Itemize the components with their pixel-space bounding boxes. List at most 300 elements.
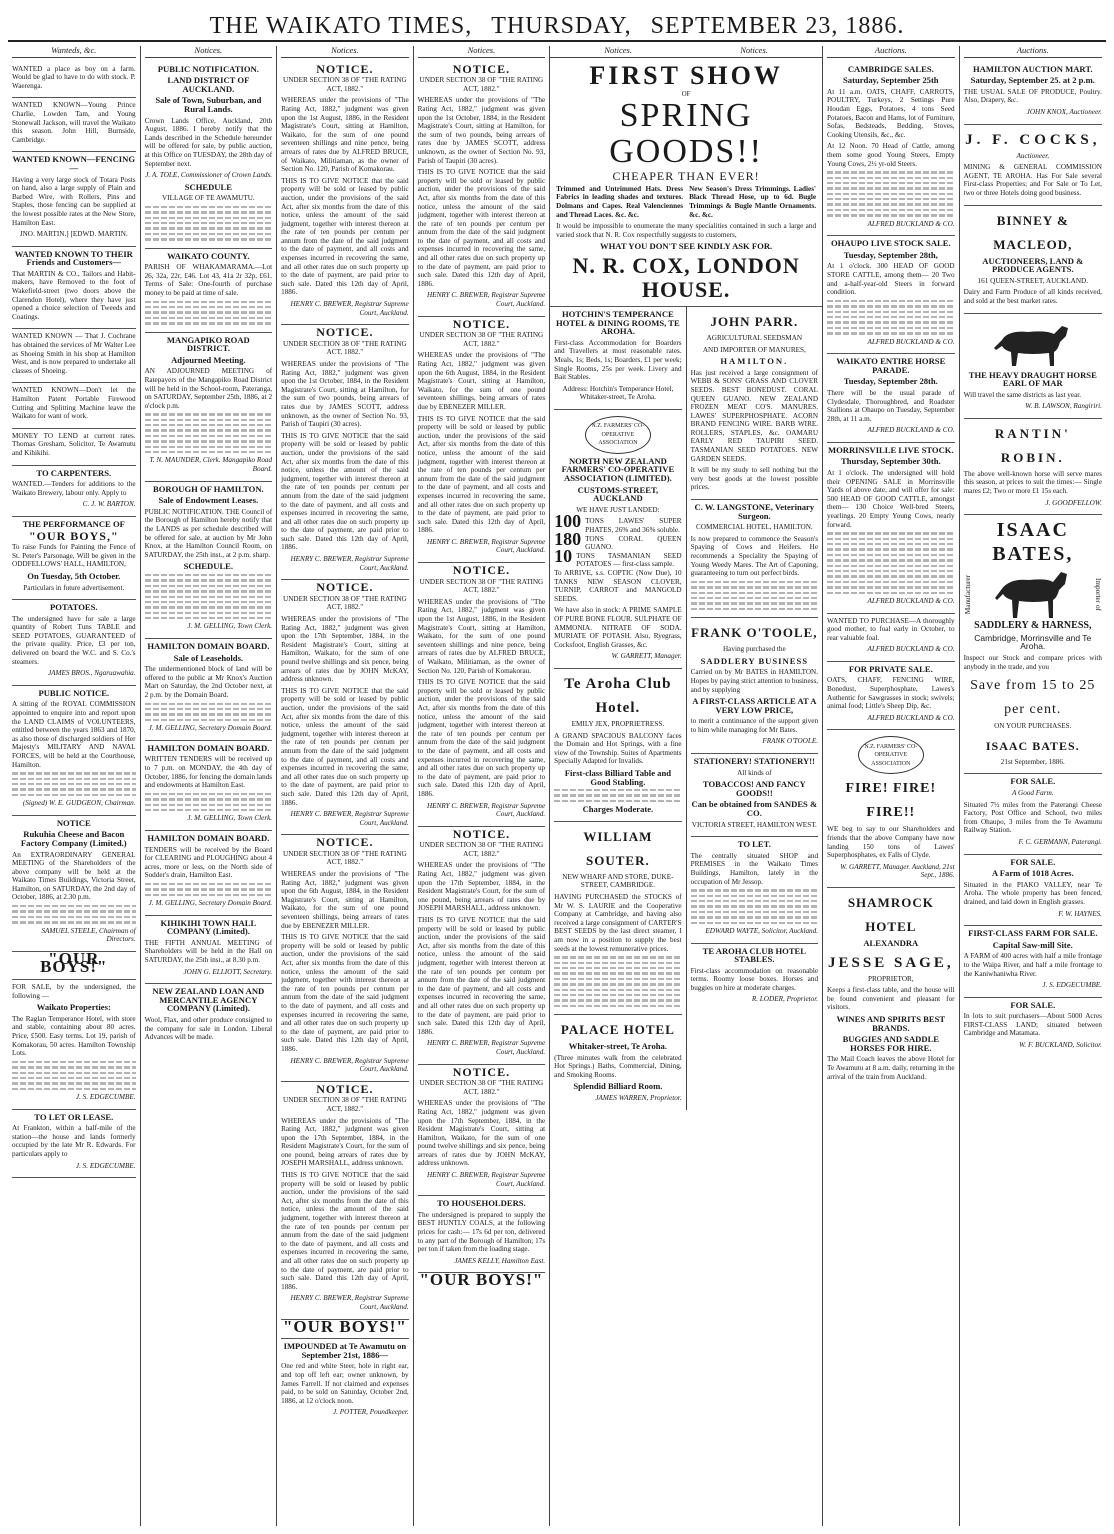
ad-block: [12, 816, 136, 952]
ad-title: "OUR BOYS,": [28, 528, 119, 543]
ad-signature: ALFRED BUCKLAND & CO.: [867, 596, 955, 605]
ad-text: The centrally situated SHOP and PREMISES in the Waikato Times Buildings, Hamilton, lately in the occupation of Mr Jessop.: [690, 851, 819, 886]
notice-signature: HENRY C. BREWER, Registrar Supreme Court, Auckland.: [290, 1056, 409, 1074]
stock-line: 100 TONS LAWES' SUPER PHATES, 26% and 36% soluble.: [554, 511, 682, 535]
rating-notice: [281, 62, 409, 326]
ad-signature: (Signed) W. E. GUDGEON, Chairman.: [22, 799, 136, 808]
ad-heading: TO LET OR LEASE.: [34, 1111, 114, 1122]
text-filler: [554, 789, 681, 802]
text-filler: [12, 772, 136, 796]
cox-banner-ad: [550, 62, 822, 307]
ad-signature: ALFRED BUCKLAND & CO.: [867, 426, 955, 435]
notice-text: THIS IS TO GIVE NOTICE that the said property will be sold or leased by public auction, under the provisions of the said Act, after six months from the date of this notice, unless the amount of the said judgment, together with interest thereon at the rate of ten pounds per centum per annum from the date of the said judgment to the date of payment, and all costs and expenses incurred in recovering the same, and all other rates due on such property up to the date of payment, are paid prior to such sale. Dated this 12th day of April, 1886.: [417, 414, 546, 535]
ad-block: [964, 314, 1102, 419]
ad-signature: T. N. MAUNDER, Clerk. Mangapiko Road Board.: [149, 456, 273, 474]
ad-signature: ISAAC BATES.: [985, 738, 1080, 753]
text-filler: [145, 703, 273, 722]
ad-text: We have also in stock: A PRIME SAMPLE OF PURE BONE FLOUR. SULPHATE OF AMMONIA. NITRATE OF SODA. MURIATE OF POTASH. Also, Ryegrass, Cocksfoot, English Grasses, &c.: [554, 606, 682, 649]
ad-title: Adjourned Meeting.: [171, 354, 246, 365]
ad-title: J. F. COCKS,: [965, 131, 1101, 148]
ad-text: Inspect our Stock and compare prices with anybody in the trade, and you: [963, 654, 1102, 671]
masthead: [8, 6, 1106, 42]
ad-block: [554, 822, 681, 1015]
ad-signature: W. GARRETT, Manager.: [611, 652, 682, 661]
ad-heading: HAMILTON DOMAIN BOARD.: [147, 832, 270, 843]
ad-signature: J. POTTER, Poundkeeper.: [332, 1408, 409, 1417]
ad-subheading: HAMILTON.: [720, 356, 789, 367]
ad-subheading: BUGGIES AND SADDLE HORSES FOR HIRE.: [842, 1034, 940, 1053]
ad-subheading: ON YOUR PURCHASES.: [994, 722, 1072, 731]
ad-block: [12, 329, 136, 383]
ad-heading: C. W. LANGSTONE, Veterinary Surgeon.: [694, 502, 815, 521]
ad-text: The Raglan Temperance Hotel, with store and stable, containing about 80 acres. Price, £500. Easy terms. Lot 19, parish of Komakorau, 50 acres. Hamilton Township Lots.: [12, 1014, 136, 1058]
ad-heading: TO CARPENTERS.: [36, 467, 112, 478]
ad-text: A FARM of 400 acres with half a mile frontage to the Waipa River, and half a mile frontage to the Kaniwhaniwha River.: [963, 952, 1102, 978]
ad-text: One red and white Steer, hole in right ear, and top off left ear; owner unknown, by James Farrell. If not claimed and expenses paid, to be sold on Saturday, October 2nd, 1886, at 12 o'clock noon.: [281, 1362, 409, 1405]
ad-title: JOHN PARR.: [710, 313, 799, 329]
ad-text: There will be the usual parade of Clydesdale, Thoroughbred, and Roadster Stallions at Ohaupo on Tuesday, September 28th, at 11 a.m.: [827, 388, 955, 423]
ad-block: [281, 1339, 409, 1424]
ad-signature: JOHN G. ELLIOTT, Secretary.: [183, 967, 273, 976]
notice-section: UNDER SECTION 38 OF "THE RATING ACT, 1882.": [283, 76, 407, 93]
notice-text: THIS IS TO GIVE NOTICE that the said property will be sold or leased by public auction, under the provisions of the said Act, after six months from the date of this notice, unless the amount of the said judgment, together with interest thereon at the rate of ten pounds per centum per annum from the date of the said judgment to the date of payment, and all costs and expenses incurred in recovering the same, and all other rates due on such property up to the date of payment, are paid prior to such sale. Dated this 12th day of April, 1886.: [417, 678, 546, 798]
ad-text: 161 QUEEN-STREET, AUCKLAND.: [977, 276, 1089, 285]
ad-block: [691, 618, 818, 754]
ad-date: On Tuesday, 5th October.: [27, 570, 121, 581]
ad-subheading: TOBACCOS! AND FANCY GOODS!!: [702, 779, 806, 798]
ad-heading: PUBLIC NOTIFICATION.: [157, 63, 259, 74]
ad-text: Having purchased the: [722, 645, 786, 654]
rating-notice: [281, 325, 409, 580]
ad-block: [145, 482, 273, 639]
column-auctions-1: [823, 46, 960, 1526]
ad-signature: J. S. EDGECUMBE.: [75, 1093, 136, 1102]
notice-text: WHEREAS under the provisions of "The Rating Act, 1882," judgment was given upon the 17th September, 1884, in the Resident Magistrate's Court, for the sum of one pound, being arrears of rates due by JOSEPH MARSHALL, address unknown.: [417, 861, 546, 913]
paper-date: SEPTEMBER 23, 1886.: [650, 13, 905, 39]
text-filler: [827, 300, 955, 335]
newspaper-title: [204, 13, 911, 40]
text-filler: [145, 413, 273, 453]
ad-heading: PUBLIC NOTICE.: [38, 687, 110, 698]
notice-heading: NOTICE.: [316, 325, 374, 340]
ad-signature: ALFRED BUCKLAND & CO.: [867, 219, 955, 228]
ad-title: Te Aroha Club Hotel.: [564, 675, 672, 716]
ad-text: MONEY TO LEND at current rates. Thomas Gresham, Solicitor, Te Awamutu and Kihikihi.: [12, 431, 136, 457]
ad-subheading: AND IMPORTER OF MANURES,: [702, 345, 806, 354]
ad-block: [145, 984, 273, 1049]
ad-signature: JAMES KELLY, Hamilton East.: [454, 1256, 546, 1265]
ad-block: [418, 1270, 546, 1292]
banner-of: OF: [681, 89, 691, 98]
ad-heading: POTATOES.: [50, 602, 98, 613]
notice-section: UNDER SECTION 38 OF "THE RATING ACT, 1882.": [419, 76, 544, 93]
ad-subheading: AGRICULTURAL SEEDSMAN: [706, 333, 803, 342]
ad-heading: WANTED KNOWN TO THEIR Friends and Customers—: [14, 248, 133, 268]
ad-subheading: SADDLERY & HARNESS,: [974, 620, 1092, 632]
ad-signature: FRANK O'TOOLE.: [762, 737, 819, 746]
ad-block: [12, 429, 136, 466]
ad-block: [691, 837, 818, 943]
ad-title: "OUR BOYS!": [40, 948, 108, 977]
column-notices-3: [414, 46, 551, 1526]
ad-block: [554, 410, 681, 669]
ad-title: Sale of Town, Suburban, and Rural Lands.: [155, 95, 262, 114]
ad-heading: OHAUPO LIVE STOCK SALE.: [830, 238, 951, 249]
ad-block: [827, 236, 955, 354]
column-grid: [8, 46, 1106, 1526]
ad-text: A GRAND SPACIOUS BALCONY faces the Domain and Hot Springs, with a fine view of the Township. Suites of Apartments Specially Adapted for Invalids.: [554, 731, 682, 766]
banner-ask: WHAT YOU DON'T SEE KINDLY ASK FOR.: [600, 241, 773, 252]
ad-date: 21st September, 1886.: [1000, 757, 1065, 766]
ad-text: The undersigned have for sale a large quantity of Robert Tuns TABLE and SEED POTATOES, GUARANTEED of the private quality. Price, £3 per ton, delivered on board the W.C. and S. Co.'s steamers.: [12, 614, 136, 666]
ad-block: [12, 980, 136, 1110]
column-header: Notices.: [418, 46, 546, 58]
ad-text: A sitting of the ROYAL COMMISSION appointed to enquire into and report upon the LAND CLAIMS of VOLUNTEERS, entitled between the years 1863 and 1870, as also those of discharged soldiers of Her Majesty's MILITARY AND NAVAL FORCES, will be held at the Courthouse, Hamilton.: [12, 700, 136, 769]
ad-block: [827, 62, 955, 237]
notice-heading: NOTICE.: [452, 316, 511, 331]
ad-heading: FIRST-CLASS FARM FOR SALE.: [968, 928, 1098, 939]
notice-text: WHEREAS under the provisions of "The Rating Act, 1882," judgment was given upon the 1st October, 1884, in the Resident Magistrate's Court, sitting at Hamilton, for the sum of two pounds, being arrears of rates due by JAMES SCOTT, address unknown, as the owner of Section No. 93, Parish of Taupiri (30 acres).: [417, 96, 546, 165]
ad-block: [964, 206, 1102, 314]
ad-block: [12, 1110, 136, 1179]
ad-heading: HOTCHIN'S TEMPERANCE HOTEL & DINING ROOMS, TE AROHA.: [556, 308, 680, 337]
ad-subheading: Capital Saw-mill Site.: [992, 939, 1073, 950]
ad-subheading: Charges Moderate.: [582, 804, 654, 815]
column-header: Wanteds, &c.: [12, 46, 136, 58]
ad-text: Keeps a first-class table, and the house will be found convenient and pleasant for visitors.: [827, 986, 955, 1012]
ad-text: WANTED KNOWN—Don't let the Hamilton Patent Portable Firewood Cutting and Splitting Machine leave the Waikato for want of work.: [12, 386, 136, 421]
ad-block: [12, 62, 136, 99]
text-filler: [554, 956, 681, 1007]
ad-text: The Mail Coach leaves the above Hotel for Te Awamutu at 8 a.m. daily, returning in the arrival of the train from Auckland.: [827, 1055, 955, 1081]
ad-block: [12, 383, 136, 428]
ad-text: AN ADJOURNED MEETING of Ratepayers of the Mangapiko Road District will be held in the School-room, Pateranga, on SATURDAY, September 25th, 1886, at 2 o'clock p.m.: [144, 367, 273, 410]
ad-text: HAVING PURCHASED the STOCKS of Mr W. S. LAURIE and the Cooperative Company at Cambridge, and having also received a large consignment of CARTER'S BEST SEEDS by the last direct steamer, I am now in a position to supply the best seeds at the lowest remunerative prices.: [554, 893, 682, 953]
ad-signature: J. GOODFELLOW.: [1045, 498, 1102, 507]
notice-signature: HENRY C. BREWER, Registrar Supreme Court, Auckland.: [426, 1171, 546, 1188]
ad-heading: MANGAPIKO ROAD DISTRICT.: [166, 334, 250, 354]
ad-block: [12, 466, 136, 517]
ad-signature: C. J. W. BARTON.: [82, 500, 136, 509]
rating-notice: [281, 835, 409, 1081]
notice-section: UNDER SECTION 38 OF "THE RATING ACT, 1882.": [283, 1096, 407, 1113]
ad-title: JESSE SAGE,: [828, 954, 954, 971]
rating-notice: [418, 1065, 546, 1197]
column-header-right: Notices.: [740, 46, 768, 55]
ad-title: SHAMROCK HOTEL: [847, 895, 934, 934]
ad-subheading: Can be obtained from SANDES & CO.: [691, 799, 818, 819]
banner-shop-name: N. R. COX, LONDON HOUSE.: [572, 252, 800, 302]
ad-subheading: AUCTIONEERS, LAND & PRODUCE AGENTS.: [982, 255, 1084, 275]
notice-text: WHEREAS under the provisions of "The Rating Act, 1882," judgment was given upon the 17th September, 1884, in the Resident Magistrate's Court, sitting at Hamilton, Waikato, for the sum of one pound twelve shillings and six pence, being arrears of rates due by JOHN McKAY, address unknown.: [281, 615, 409, 684]
draught-horse-icon: [988, 320, 1078, 368]
notice-text: WHEREAS under the provisions of "The Rating Act, 1882," judgment was given upon the 1st August, 1886, in the Resident Magistrate's Court, sitting at Hamilton, Waikato, for the sum of one pound seventeen shillings and nine pence, being arrears of rates due by ALFRED BRUCE, of Waikato, Militiaman, as the owner of Section No. 120, Parish of Komakorau.: [281, 96, 409, 174]
ad-text: At 12 Noon. 70 Head of Cattle, among them some good Young Steers, Empty Young Cows, 2½ yr-old Steers.: [827, 142, 955, 168]
ad-date: Saturday, September 25. at 2 p.m.: [970, 75, 1095, 86]
notice-heading: NOTICE.: [316, 580, 374, 595]
ad-block: [145, 62, 273, 249]
ad-text: WANTED KNOWN — That J. Cochrane has obtained the services of Mr Walter Lee as Shoeing Smith in his shop at Hamilton West, and is now prepared to undertake all classes of Shoeing.: [12, 332, 136, 375]
ad-block: [554, 669, 681, 822]
ad-text: The undermentioned block of land will be offered to the public at Mr Knox's Auction Mart on Saturday, the 2nd October next, at 2 p.m. by the Domain Board.: [144, 665, 273, 700]
ad-text: to merit a continuance of the support given to him while managing for Mr Bates.: [690, 717, 819, 734]
ad-title: ISAAC BATES,: [992, 519, 1074, 566]
notice-section: UNDER SECTION 38 OF "THE RATING ACT, 1882.": [283, 594, 407, 612]
ad-title: Sale of Endowment Leases.: [158, 495, 259, 506]
ad-title: Save from 15 to 25 per cent.: [970, 678, 1096, 718]
ad-title: "OUR BOYS!": [282, 1316, 407, 1336]
ad-heading: TE AROHA CLUB HOTEL STABLES.: [702, 945, 807, 965]
text-filler: [145, 301, 273, 325]
schedule-heading: SCHEDULE.: [183, 561, 234, 572]
ad-text: Will travel the same districts as last year.: [963, 390, 1082, 399]
ad-title: FRANK O'TOOLE,: [691, 625, 818, 641]
ad-heading: BOROUGH OF HAMILTON.: [152, 483, 264, 494]
ad-heading: TO LET.: [737, 839, 771, 850]
text-filler: [145, 793, 273, 812]
banner-item-lists: [556, 185, 816, 219]
column-header-left: Notices.: [604, 46, 632, 55]
column-auctions-2: [960, 46, 1106, 1526]
ad-heading: HAMILTON DOMAIN BOARD.: [147, 641, 270, 652]
ad-text: Having a very large stock of Totara Posts on hand, also a large supply of Plain and Barbed Wire, with Rollers, Pins and Staples, those fencing can be supplied at the lowest possible rates at the New Store, Hamilton East.: [12, 175, 136, 227]
text-filler: [827, 532, 955, 594]
ad-block: [691, 307, 818, 500]
ad-subheading: Auctioneer,: [1016, 151, 1050, 160]
ad-text: WANTED.—Tenders for additions to the Waikato Brewery, labour only. Apply to: [12, 480, 136, 497]
text-filler: [691, 581, 818, 610]
ad-block: [12, 600, 136, 686]
ad-block: [691, 944, 818, 1012]
ad-subheading: Rukuhia Cheese and Bacon Factory Company (Limited.): [20, 829, 127, 848]
rating-notice: [418, 317, 546, 563]
column-header: Notices.: [281, 46, 409, 58]
ad-subheading: SADDLERY BUSINESS: [700, 655, 809, 666]
column-wanteds: [8, 46, 141, 1526]
column-header: [550, 46, 822, 58]
ad-signature: JOHN KNOX, Auctioneer.: [1026, 107, 1102, 116]
notice-section: UNDER SECTION 38 OF "THE RATING ACT, 1882.": [419, 841, 544, 858]
ad-text: First-class accommodation on reasonable terms. Roomy loose boxes. Horses and buggies on hire at moderate charges.: [690, 966, 819, 992]
ad-signature: J. M. GELLING, Town Clerk.: [187, 814, 273, 823]
ad-text: Crown Lands Office, Auckland, 20th August, 1886. I hereby notify that the Lands described in the Schedule hereunder will be offered for sale, by public auction, at this Office on TUESDAY, the 28th day of September next.: [144, 116, 273, 168]
text-filler: [12, 1061, 136, 1090]
bates-right-label: Importer of: [1093, 577, 1102, 611]
ad-block: [12, 686, 136, 816]
ad-block: [827, 662, 955, 731]
ad-signature: JAMES WARREN, Proprietor.: [595, 1094, 682, 1103]
ad-text: PUBLIC NOTIFICATION. THE Council of the Borough of Hamilton hereby notify that the LANDS as per schedule described will be offered for sale, at auction by Mr John Knox, at the Hamilton Council Room, on SATURDAY, the 25th inst., at 2 p.m. sharp.: [144, 507, 273, 559]
ad-block: [827, 730, 955, 888]
ad-block: [964, 926, 1102, 998]
ad-text: At Frankton, within a half-mile of the station—the house and lands formerly occupied by the late Mr R. Edwards. For particulars apply to: [12, 1124, 136, 1159]
banner-list-left: Trimmed and Untrimmed Hats. Dress Fabrics in leading shades and textures. Dolmans and Capes. Real Valenciennes and Thread Laces. &c. &c.: [556, 184, 684, 219]
banner-list-right: New Season's Dress Trimmings. Ladies' Black Thread Hose, up to 6d. Bugle Trimmings & Bugle Mantle Ornaments. &c. &c.: [689, 184, 817, 219]
notice-text: WHEREAS under the provisions of "The Rating Act, 1882," judgment was given upon the 6th August, 1884, in the Resident Magistrate's Court, sitting at Hamilton, Waikato, for the sum of one pound seventeen shillings, being arrears of rates due by EBENEZER MILLER.: [417, 351, 546, 411]
ad-text: To raise Funds for Painting the Fence of St. Peter's Parsonage, Will be given in the ODDFELLOWS' HALL, HAMILTON,: [12, 543, 136, 569]
ad-heading: NORTH NEW ZEALAND FARMERS' CO-OPERATIVE ASSOCIATION (LIMITED).: [561, 455, 675, 484]
column-notices-1: [141, 46, 278, 1526]
text-filler: [145, 883, 273, 896]
notice-signature: HENRY C. BREWER, Registrar Supreme Court, Auckland.: [426, 291, 546, 309]
notice-signature: HENRY C. BREWER, Registrar Supreme Court, Auckland.: [290, 300, 409, 317]
ad-block: [827, 443, 955, 614]
ad-heading: FOR PRIVATE SALE.: [848, 663, 933, 674]
ad-text: WRITTEN TENDERS will be received up to 7 p.m. on MONDAY, the 4th day of October, 1886, for fencing the domain lands and endowments at Hamilton East.: [144, 755, 273, 790]
ad-subheading: WINES AND SPIRITS BEST BRANDS.: [836, 1013, 946, 1033]
banner-text: It would be impossible to enumerate the many specialities contained in such a large and varied stock that N. R. Cox respectfully suggests to customers,: [556, 222, 817, 239]
notice-text: THIS IS TO GIVE NOTICE that the said property will be sold or leased by public auction, under the provisions of the said Act, after six months from the date of this notice, unless the amount of the said judgment, together with interest thereon at the rate of ten pounds per centum per annum from the date of the said judgment to the date of payment, and all costs and expenses incurred in recovering the same, and all other rates due on such property up to the date of payment, are paid prior to such sale. Dated this 12th day of April, 1886.: [281, 431, 409, 552]
ad-title: WILLIAM SOUTER.: [583, 828, 653, 868]
notice-text: THIS IS TO GIVE NOTICE that the said property will be sold or leased by public auction, under the provisions of the said Act, after six months from the date of this notice, unless the amount of the said judgment, together with interest thereon at the rate of ten pounds per centum per annum from the date of the said judgment to the date of payment, and all costs and expenses incurred in recovering the same, and all other rates due on such property up to the date of payment, are paid prior to such sale. Dated this 12th day of April, 1886.: [417, 916, 546, 1036]
ad-signature: JNO. MARTIN.] [EDWD. MARTIN.: [19, 230, 128, 239]
association-seal-icon: N.Z. FARMERS' CO-OPERATIVE ASSOCIATION: [858, 736, 924, 774]
ad-heading: WAIKATO ENTIRE HORSE PARADE.: [836, 356, 946, 375]
ad-signature: JAMES BROS., Ngaruawahia.: [47, 669, 136, 678]
ad-subheading: A Farm of 1018 Acres.: [991, 868, 1074, 879]
ad-title: Sale of Leaseholds.: [173, 652, 244, 663]
ad-subheading: First-class Billiard Table and Good Stabling.: [564, 767, 672, 787]
notice-heading: NOTICE.: [452, 826, 511, 841]
ad-signature: J. S. EDGECUMBE.: [75, 1161, 136, 1170]
ad-signature: W. F. BUCKLAND, Solicitor.: [1019, 1041, 1102, 1050]
ad-block: [12, 948, 136, 980]
ad-text: THE FIFTH ANNUAL MEETING of Shareholders will be held in the Hall on SATURDAY, the 25th inst., at 8.30 p.m.: [144, 938, 273, 965]
banner-cheaper: CHEAPER THAN EVER!: [612, 169, 760, 184]
ad-signature: J. M. GELLING, Secretary Domain Board.: [148, 899, 273, 908]
bates-emblem-row: [964, 566, 1102, 622]
schedule-subheading: VILLAGE OF TE AWAMUTU.: [161, 194, 255, 203]
ad-signature: Address: Hotchin's Temperance Hotel, Whitaker-street, Te Aroha.: [562, 384, 674, 402]
schedule-heading: SCHEDULE: [184, 181, 232, 192]
ad-block: [827, 354, 955, 443]
ad-signature: F. W. HAYNES.: [1058, 909, 1102, 918]
ad-text: Dairy and Farm Produce of all kinds received, and sold at the best market rates.: [963, 288, 1102, 305]
ad-text: The above well-known horse will serve mares this season, at prices to suit the times:— Single mares £2; Two or more £1 15s each.: [963, 469, 1102, 496]
notice-signature: HENRY C. BREWER, Registrar Supreme Court, Auckland.: [290, 810, 409, 827]
ad-heading: FOR SALE.: [1010, 856, 1056, 867]
ad-title: RANTIN' ROBIN.: [994, 425, 1071, 465]
ad-signature: SAMUEL STEELE, Chairman of Directors.: [41, 926, 136, 944]
ad-subheading: Whitaker-street, Te Aroha.: [568, 1041, 667, 1052]
ad-block: [145, 249, 273, 333]
ad-heading: STATIONERY! STATIONERY!!: [693, 756, 815, 767]
ad-heading: THE HEAVY DRAUGHT HORSE EARL OF MAR: [968, 369, 1097, 389]
ad-text: First-class Accommodation for Boarders and Travellers at most reasonable rates. Meals, 1s; Beds, 1s; Boarders, £1 per week; Single Rooms, 25s per week. Livery and Bait Stables.: [554, 338, 682, 382]
ad-block: [691, 754, 818, 837]
banner-spring-goods: SPRING GOODS!!: [609, 97, 763, 171]
ad-block: [145, 916, 273, 985]
ad-heading: TO HOUSEHOLDERS.: [437, 1198, 526, 1209]
association-seal-icon: N.Z. FARMERS' CO-OPERATIVE ASSOCIATION: [585, 416, 651, 454]
ad-text: WANTED TO PURCHASE—A thoroughly good mother, to foal early in October, to rear valuable foal.: [827, 616, 955, 642]
notice-section: UNDER SECTION 38 OF "THE RATING ACT, 1882.": [419, 577, 544, 595]
ad-heading: FOR SALE.: [1010, 999, 1056, 1010]
ad-heading: MORRINSVILLE LIVE STOCK.: [827, 444, 954, 455]
ad-text: In lots to suit purchasers—About 5000 Acres FIRST-CLASS LAND; situated between Cambridge and Matamata.: [963, 1012, 1102, 1038]
ad-text: WE HAVE JUST LANDED:: [576, 505, 660, 514]
ad-signature: EDWARD WAYTE, Solicitor, Auckland.: [705, 926, 819, 935]
ad-block: [827, 614, 955, 662]
ad-block: [418, 1196, 546, 1273]
notice-heading: NOTICE.: [452, 1064, 511, 1079]
horse-emblem-icon: [991, 566, 1075, 622]
ad-block: [964, 419, 1102, 515]
ad-heading: KIHIKIHI TOWN HALL COMPANY (Limited).: [160, 917, 257, 937]
ad-text: All kinds of: [737, 768, 772, 777]
ad-text: TENDERS will be received by the Board for CLEARING and PLOUGHING about 4 acres, more or less, on the North side of Sodder's drain, Hamilton East.: [144, 845, 273, 880]
notice-text: WHEREAS under the provisions of "The Rating Act, 1882," judgment was given upon the 17th September, 1884, in the Resident Magistrate's Court, sitting at Hamilton, Waikato, for the sum of one pound twelve shillings and six pence, being arrears of rates due by JOHN McKAY, address unknown.: [417, 1099, 546, 1168]
column-header: Auctions.: [964, 46, 1102, 58]
ad-subheading: A FIRST-CLASS ARTICLE AT A VERY LOW PRICE,: [692, 696, 817, 715]
ad-text: WANTED KNOWN—Young Prince Charlie, Lowden Tam, and Young Stonewall Jackson, will travel the Waikato this season. John Hill, Burnside, Cambridge.: [12, 101, 136, 144]
ad-subheading: Cambridge, Morrinsville and Te Aroha.: [974, 632, 1092, 652]
ad-block: [554, 1015, 681, 1110]
ad-heading: HAMILTON AUCTION MART.: [972, 63, 1093, 74]
ad-text: The undersigned is prepared to supply the BEST HUNTLY COALS, at the following prices for cash:— 17s 6d per ton, delivered to any part of the Borough of Hamilton; 17s per ton if taken from the loading stage.: [417, 1210, 546, 1254]
ad-text: MINING & GENERAL COMMISSION AGENT, TE AROHA. Has For Sale several First-class Properties; and For Sale or To Let, two or three Hotels doing good business.: [963, 163, 1102, 197]
ad-subheading: CUSTOMS-STREET, AUCKLAND: [577, 484, 659, 504]
ad-text: (Three minutes walk from the celebrated Hot Springs.) Baths, Commercial, Dining, and Smoking Rooms.: [554, 1053, 682, 1079]
ad-text: Carried on by Mr BATES in HAMILTON. Hopes by paying strict attention to business, and by supplying: [690, 668, 819, 694]
ad-block: [964, 774, 1102, 854]
ad-signature: J. S. EDGECUMBE.: [1042, 981, 1102, 990]
ad-text: FOR SALE, by the undersigned, the following —: [12, 983, 136, 1000]
ad-block: [12, 517, 136, 600]
ad-block: [281, 1316, 409, 1340]
notice-heading: NOTICE.: [452, 563, 511, 578]
notice-text: THIS IS TO GIVE NOTICE that the said property will be sold or leased by public auction, under the provisions of the said Act, after six months from the date of this notice, unless the amount of the said judgment, together with interest thereon at the rate of ten pounds per centum per annum from the date of the said judgment to the date of payment, and all costs and expenses incurred in recovering the same, and all other rates due on such property up to the date of payment, are paid prior to such sale. Dated this 12th day of April, 1886.: [281, 933, 409, 1053]
notice-text: WHEREAS under the provisions of "The Rating Act, 1882," judgment was given upon the 1st October, 1884, in the Resident Magistrate's Court, sitting at Hamilton, for the sum of two pounds, being arrears of rates due by JAMES SCOTT, address unknown, as the owner of Section No. 93, Parish of Taupiri (30 acres).: [281, 360, 409, 429]
ad-text: PARISH OF WHAKAMARAMA.—Lot 26, 32a, 22r, £46. Lot 43, 41a 2r 32p, £61. Terms of Sale: One-fourth of purchase money to be paid at time of sale.: [144, 263, 273, 298]
ad-title: "OUR BOYS!": [419, 1270, 544, 1290]
subcolumn-right: [687, 307, 818, 1110]
notice-signature: HENRY C. BREWER, Registrar Supreme Court, Auckland.: [426, 801, 546, 819]
ad-block: [964, 998, 1102, 1057]
ad-block: [145, 741, 273, 831]
ad-text: Situated in the PIAKO VALLEY, near Te Aroha. The whole property has been fenced, drained, and laid down in English grasses.: [963, 880, 1102, 906]
ad-subheading: LAND DISTRICT OF AUCKLAND.: [167, 75, 250, 94]
ad-subheading: ALEXANDRA: [863, 938, 919, 948]
ad-title: FIRE! FIRE! FIRE!!: [845, 781, 937, 821]
notice-heading: NOTICE.: [452, 61, 511, 76]
ad-block: [12, 247, 136, 330]
notice-text: THIS IS TO GIVE NOTICE that the said property will be sold or leased by public auction, under the provisions of the said Act, after six months from the date of this notice, unless the amount of the said judgment, together with interest thereon at the rate of ten pounds per centum per annum from the date of the said judgment to the date of payment, and all costs and expenses incurred in recovering the same, and all other rates due on such property up to the date of payment, are paid prior to such sale. Dated this 12th day of April, 1886.: [281, 1171, 409, 1291]
notice-section: UNDER SECTION 38 OF "THE RATING ACT, 1882.": [283, 339, 407, 357]
notice-text: THIS IS TO GIVE NOTICE that the said property will be sold or leased by public auction, under the provisions of the said Act, after six months from the date of this notice, unless the amount of the said judgment, together with interest thereon at the rate of ten pounds per centum per annum from the date of the said judgment to the date of payment, and all costs and expenses incurred in recovering the same, and all other rates due on such property up to the date of payment, are paid prior to such sale. Dated this 12th day of April, 1886.: [281, 686, 409, 807]
ad-date: Saturday, September 25th: [843, 75, 939, 86]
ad-text: Situated 7½ miles from the Paterangi Cheese Factory, Post Office and School, two miles from Ohaupo, 3 miles from the Te Awamutu Railway Station.: [963, 800, 1102, 835]
bates-left-label: Manufacturer: [963, 574, 972, 614]
ad-block: [145, 831, 273, 916]
shop-subcolumns: [550, 307, 822, 1110]
ad-subheading: EMILY JEX, PROPRIETRESS.: [571, 719, 665, 728]
ad-signature: W. GARRETT, Manager. Auckland, 21st Sept., 1886.: [840, 862, 955, 880]
ad-heading: IMPOUNDED at Te Awamutu on September 21st, 1886—: [283, 1341, 407, 1360]
ad-text: WANTED a place as boy on a farm. Would be glad to have to do with stock. P. Waerenga.: [12, 64, 136, 90]
ad-date: Thursday, September 30th.: [840, 456, 941, 467]
ad-block: [964, 855, 1102, 927]
ad-text: That MARTIN & CO., Tailors and Habit-makers, have Removed to the foot of Wakefield-street (two doors above the Clarendon Hotel), where they have just opened a choice selection of Tweeds and Coatings.: [12, 269, 136, 321]
notice-signature: HENRY C. BREWER, Registrar Supreme Court, Auckland.: [426, 1039, 546, 1056]
notice-signature: HENRY C. BREWER, Registrar Supreme Court, Auckland.: [290, 555, 409, 572]
subcolumn-left: [554, 307, 686, 1110]
ad-signature: ALFRED BUCKLAND & CO.: [867, 713, 955, 722]
notice-section: UNDER SECTION 38 OF "THE RATING ACT, 1882.": [283, 849, 407, 867]
ad-text: WE beg to say to our Shareholders and friends that the above Company have now landing 150 tons of Lawes' Superphosphates, ex Falls of Clyde.: [827, 825, 955, 860]
ad-text: OATS, CHAFF, FENCING WIRE, Bonedust, Superphosphate, Lawes's Authentic for Sawgrasses in stock; swivels; animal food; Little's Sheep Dip, &c.: [827, 676, 955, 711]
ad-block: [12, 98, 136, 152]
